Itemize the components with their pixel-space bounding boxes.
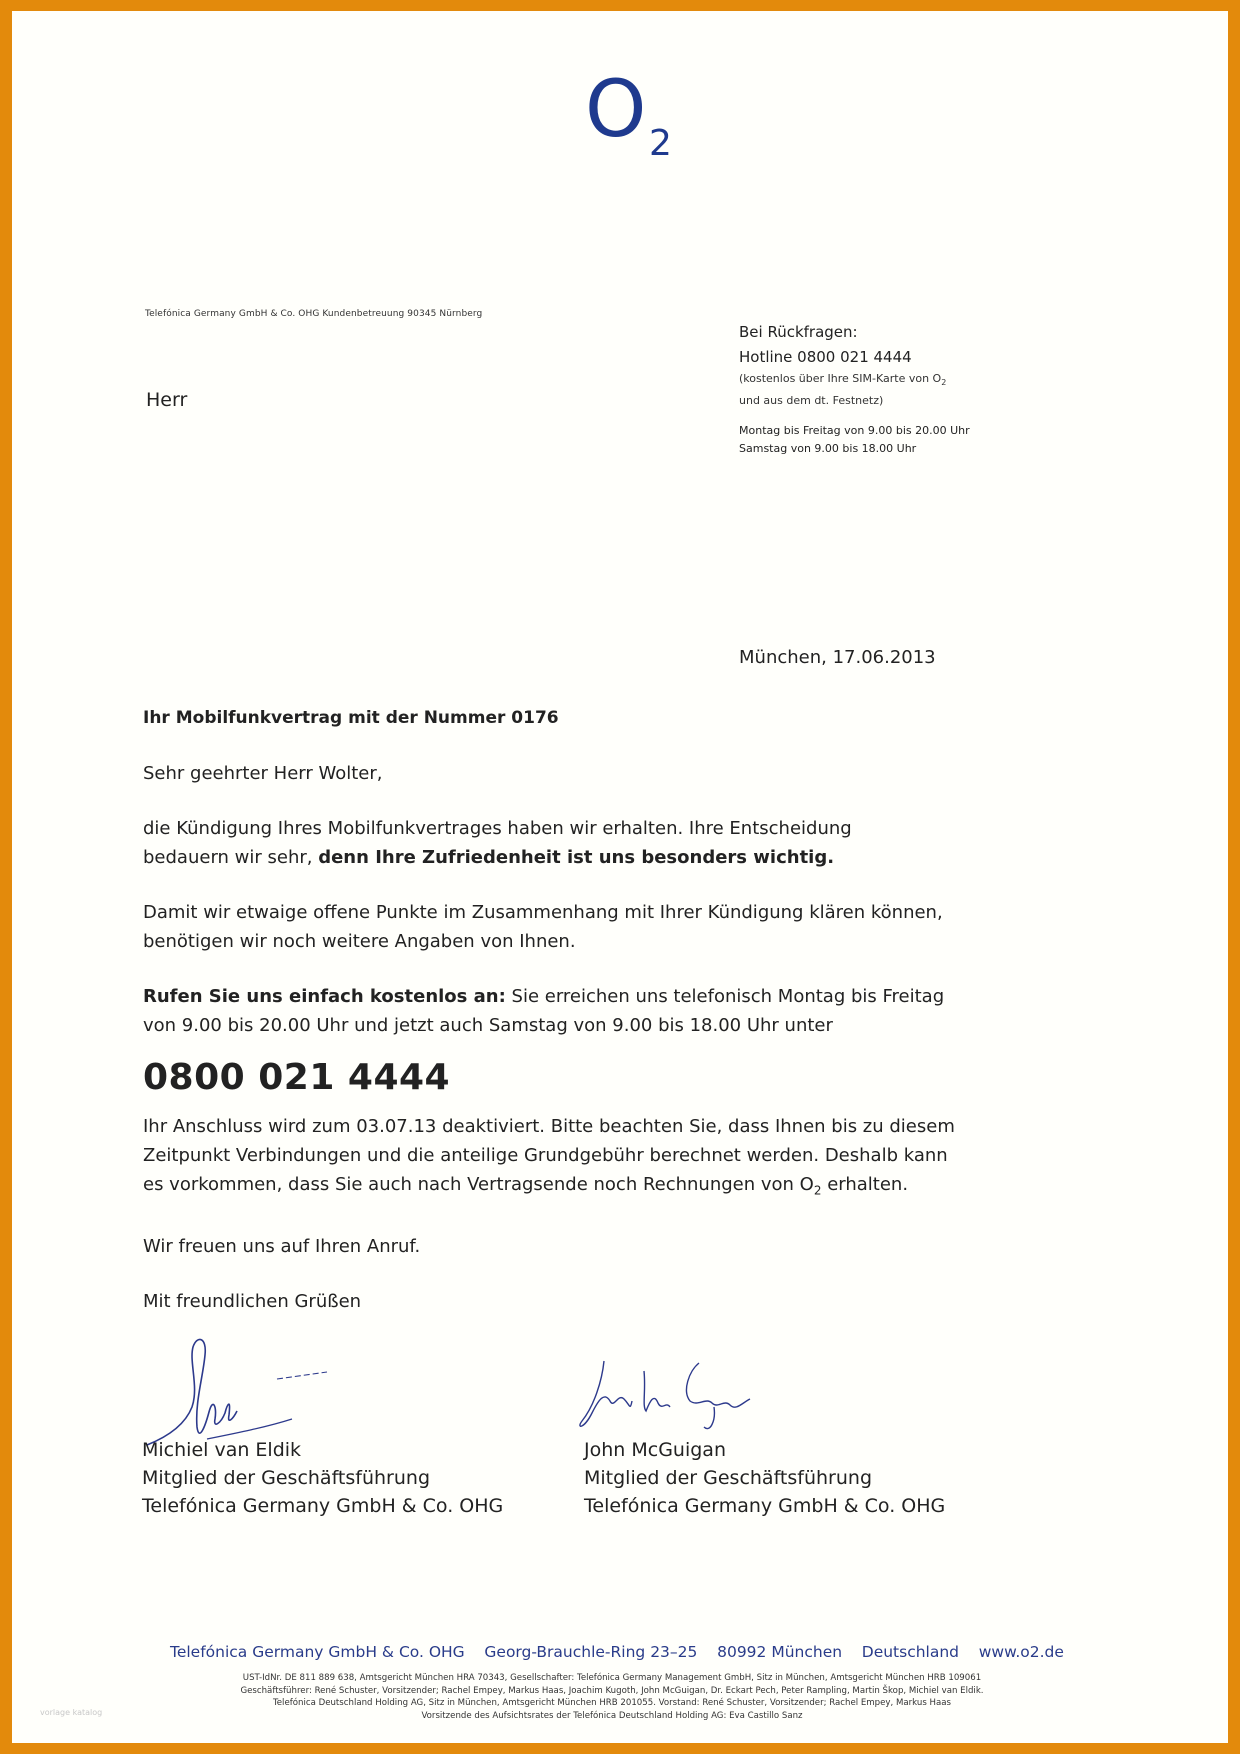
para4-line3: es vorkommen, dass Sie auch nach Vertragsende noch Rechnungen von $O_2$ erhalten. [143,1174,909,1198]
signatory-company: Telefónica Germany GmbH & Co. OHG [584,1495,946,1517]
para1-line2: bedauern wir sehr, denn Ihre Zufriedenheit ist uns besonders wichtig. [143,847,835,868]
salutation: Sehr geehrter Herr Wolter, [143,763,383,784]
logo-letter: O [585,65,645,155]
letter-subject: Ihr Mobilfunkvertrag mit der Nummer 0176 [143,708,559,728]
sender-line: Telefónica Germany GmbH & Co. OHG Kundenbetreuung 90345 Nürnberg [145,309,483,319]
hotline-number: 0800 021 4444 [143,1057,451,1098]
closing-line: Wir freuen uns auf Ihren Anruf. [143,1235,421,1257]
footer-legal-line: Geschäftsführer: René Schuster, Vorsitzender; Rachel Empey, Markus Haas, Joachim Kugoth, John McGuigan, Dr. Eckart Pech, Peter Rampling, Martin Škop, Michiel van Eldik. [240,1685,984,1696]
contact-hours-saturday: Samstag von 9.00 bis 18.00 Uhr [739,442,917,456]
contact-note-2: und aus dem dt. Festnetz) [739,394,884,408]
signatory-2 [584,1436,945,1520]
para3-line1: Rufen Sie uns einfach kostenlos an: Sie erreichen uns telefonisch Montag bis Freitag [143,986,945,1007]
contact-heading: Bei Rückfragen: [739,323,858,341]
letter-date: München, 17.06.2013 [739,647,936,668]
signatory-role: Mitglied der Geschäftsführung [142,1467,431,1489]
footer-legal-line: Telefónica Deutschland Holding AG, Sitz in München, Amtsgericht München HRB 201055. Vorstand: René Schuster, Vorsitzender; Rachel Empey, Markus Haas [272,1698,952,1708]
signatory-name: John McGuigan [584,1439,726,1461]
para4-line2: Zeitpunkt Verbindungen und die anteilige Grundgebühr berechnet werden. Deshalb kann [143,1145,948,1166]
signatory-1 [142,1436,503,1520]
footer-legal-line: UST-IdNr. DE 811 889 638, Amtsgericht München HRA 70343, Gesellschafter: Telefónica Germany Management GmbH, Sitz in München, Amtsgericht München HRB 109061 [242,1673,982,1683]
footer-legal [152,1672,1072,1722]
letter-body [143,704,1023,1316]
para2-line1: Damit wir etwaige offene Punkte im Zusammenhang mit Ihrer Kündigung klären können, [143,902,943,923]
contact-note-1: (kostenlos über Ihre SIM-Karte von $O_2$ [739,372,947,388]
para3-line2: von 9.00 bis 20.00 Uhr und jetzt auch Samstag von 9.00 bis 18.00 Uhr unter [143,1015,833,1036]
signatory-role: Mitglied der Geschäftsführung [584,1467,873,1489]
o2-logo [585,65,672,164]
logo-subscript: 2 [649,123,672,164]
recipient: Herr [146,389,188,411]
signatory-name: Michiel van Eldik [142,1439,302,1461]
watermark: vorlage katalog [40,1708,103,1717]
para4-line1: Ihr Anschluss wird zum 03.07.13 deaktiviert. Bitte beachten Sie, dass Ihnen bis zu diesem [143,1116,955,1137]
footer-address: Telefónica Germany GmbH & Co. OHG Georg-Brauchle-Ring 23–25 80992 München Deutschland www.o2.de [170,1643,1064,1661]
signature-mcguigan [574,1351,774,1441]
greeting: Mit freundlichen Grüßen [143,1290,362,1312]
contact-hours-weekday: Montag bis Freitag von 9.00 bis 20.00 Uhr [739,424,970,438]
para1-line1: die Kündigung Ihres Mobilfunkvertrages haben wir erhalten. Ihre Entscheidung [143,818,852,839]
contact-hotline: Hotline 0800 021 4444 [739,348,912,366]
signatory-company: Telefónica Germany GmbH & Co. OHG [142,1495,504,1517]
para2-line2: benötigen wir noch weitere Angaben von Ihnen. [143,931,576,952]
contact-box [739,320,970,458]
footer-legal-line: Vorsitzende des Aufsichtsrates der Telefónica Deutschland Holding AG: Eva Castillo Sanz [421,1710,803,1721]
contact-hours [739,422,970,458]
letter-page [12,11,1228,1743]
